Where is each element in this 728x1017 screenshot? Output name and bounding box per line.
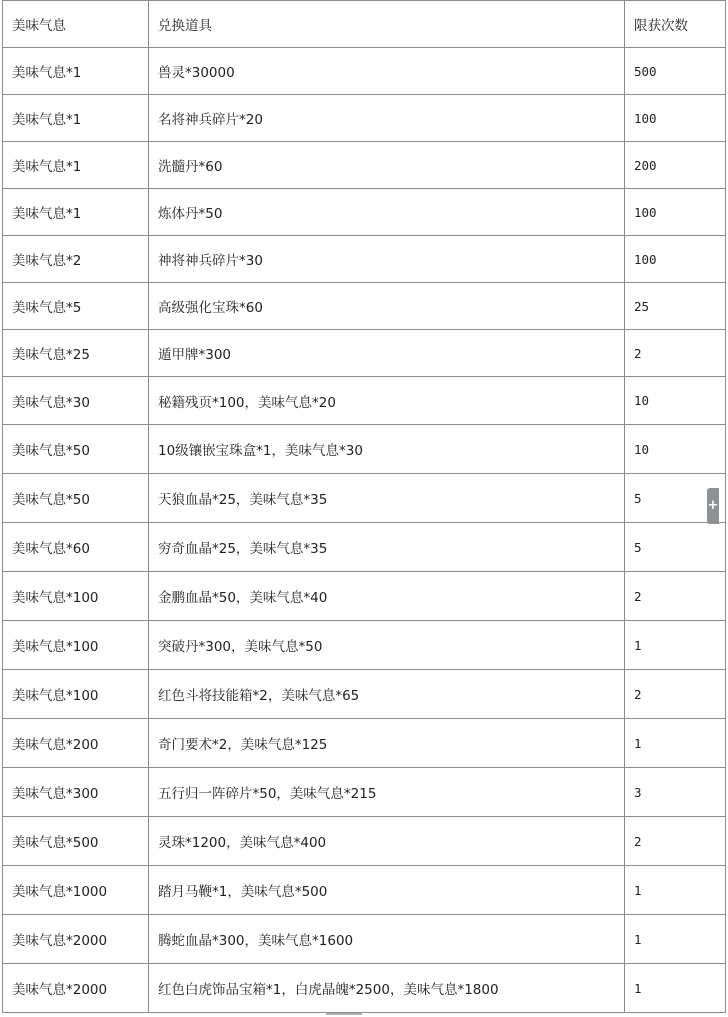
cell-reward: 高级强化宝珠*60 (149, 283, 625, 330)
table-row (3, 670, 726, 719)
cell-reward: 10级镶嵌宝珠盒*1，美味气息*30 (149, 425, 625, 474)
cell-cost: 美味气息*100 (3, 572, 149, 621)
cell-reward: 天狼血晶*25，美味气息*35 (149, 474, 625, 523)
cell-reward: 奇门要术*2，美味气息*125 (149, 719, 625, 768)
table-row (3, 425, 726, 474)
cell-reward: 踏月马鞭*1，美味气息*500 (149, 866, 625, 915)
cell-limit: 2 (625, 572, 726, 621)
cell-reward: 炼体丹*50 (149, 189, 625, 236)
bottom-divider (326, 1013, 362, 1015)
cell-limit: 500 (625, 48, 726, 95)
table-row (3, 330, 726, 377)
cell-cost: 美味气息*200 (3, 719, 149, 768)
cell-reward: 神将神兵碎片*30 (149, 236, 625, 283)
cell-limit: 10 (625, 425, 726, 474)
plus-icon: + (707, 498, 719, 513)
cell-limit: 100 (625, 95, 726, 142)
table-row (3, 915, 726, 964)
table-row (3, 964, 726, 1013)
cell-cost: 美味气息*1 (3, 189, 149, 236)
table-header-row (3, 1, 726, 48)
cell-cost: 美味气息*500 (3, 817, 149, 866)
cell-reward: 灵珠*1200，美味气息*400 (149, 817, 625, 866)
cell-cost: 美味气息*60 (3, 523, 149, 572)
cell-limit: 2 (625, 670, 726, 719)
cell-limit: 1 (625, 866, 726, 915)
cell-limit: 10 (625, 377, 726, 425)
exchange-table (2, 0, 726, 1013)
cell-limit: 2 (625, 817, 726, 866)
cell-reward: 五行归一阵碎片*50，美味气息*215 (149, 768, 625, 817)
cell-reward: 红色斗将技能箱*2，美味气息*65 (149, 670, 625, 719)
cell-reward: 穷奇血晶*25，美味气息*35 (149, 523, 625, 572)
cell-reward: 突破丹*300，美味气息*50 (149, 621, 625, 670)
cell-reward: 金鹏血晶*50，美味气息*40 (149, 572, 625, 621)
cell-limit: 2 (625, 330, 726, 377)
cell-cost: 美味气息*25 (3, 330, 149, 377)
table-row (3, 283, 726, 330)
cell-cost: 美味气息*5 (3, 283, 149, 330)
header-reward: 兑换道具 (149, 1, 625, 48)
table-row (3, 189, 726, 236)
cell-cost: 美味气息*50 (3, 474, 149, 523)
header-limit: 限获次数 (625, 1, 726, 48)
expand-tab-button[interactable] (707, 488, 719, 524)
cell-limit: 5 (625, 474, 726, 523)
cell-cost: 美味气息*1000 (3, 866, 149, 915)
table-row (3, 523, 726, 572)
cell-reward: 遁甲牌*300 (149, 330, 625, 377)
cell-reward: 秘籍残页*100，美味气息*20 (149, 377, 625, 425)
cell-cost: 美味气息*2 (3, 236, 149, 283)
table-row (3, 474, 726, 523)
cell-cost: 美味气息*50 (3, 425, 149, 474)
table-row (3, 719, 726, 768)
table-row (3, 142, 726, 189)
cell-limit: 1 (625, 719, 726, 768)
cell-cost: 美味气息*30 (3, 377, 149, 425)
cell-reward: 红色白虎饰品宝箱*1，白虎晶魄*2500，美味气息*1800 (149, 964, 625, 1013)
cell-cost: 美味气息*2000 (3, 915, 149, 964)
table-row (3, 817, 726, 866)
cell-limit: 5 (625, 523, 726, 572)
cell-cost: 美味气息*300 (3, 768, 149, 817)
table-row (3, 621, 726, 670)
cell-cost: 美味气息*2000 (3, 964, 149, 1013)
cell-cost: 美味气息*1 (3, 95, 149, 142)
table-row (3, 768, 726, 817)
cell-limit: 1 (625, 621, 726, 670)
table-row (3, 95, 726, 142)
cell-limit: 25 (625, 283, 726, 330)
cell-cost: 美味气息*1 (3, 48, 149, 95)
cell-reward: 兽灵*30000 (149, 48, 625, 95)
table-row (3, 48, 726, 95)
cell-limit: 200 (625, 142, 726, 189)
cell-limit: 3 (625, 768, 726, 817)
cell-cost: 美味气息*100 (3, 670, 149, 719)
cell-limit: 100 (625, 236, 726, 283)
cell-reward: 名将神兵碎片*20 (149, 95, 625, 142)
table-row (3, 377, 726, 425)
table-row (3, 572, 726, 621)
cell-cost: 美味气息*1 (3, 142, 149, 189)
cell-reward: 洗髓丹*60 (149, 142, 625, 189)
header-cost: 美味气息 (3, 1, 149, 48)
cell-limit: 1 (625, 964, 726, 1013)
cell-reward: 腾蛇血晶*300，美味气息*1600 (149, 915, 625, 964)
table-row (3, 866, 726, 915)
cell-limit: 1 (625, 915, 726, 964)
cell-limit: 100 (625, 189, 726, 236)
table-row (3, 236, 726, 283)
cell-cost: 美味气息*100 (3, 621, 149, 670)
